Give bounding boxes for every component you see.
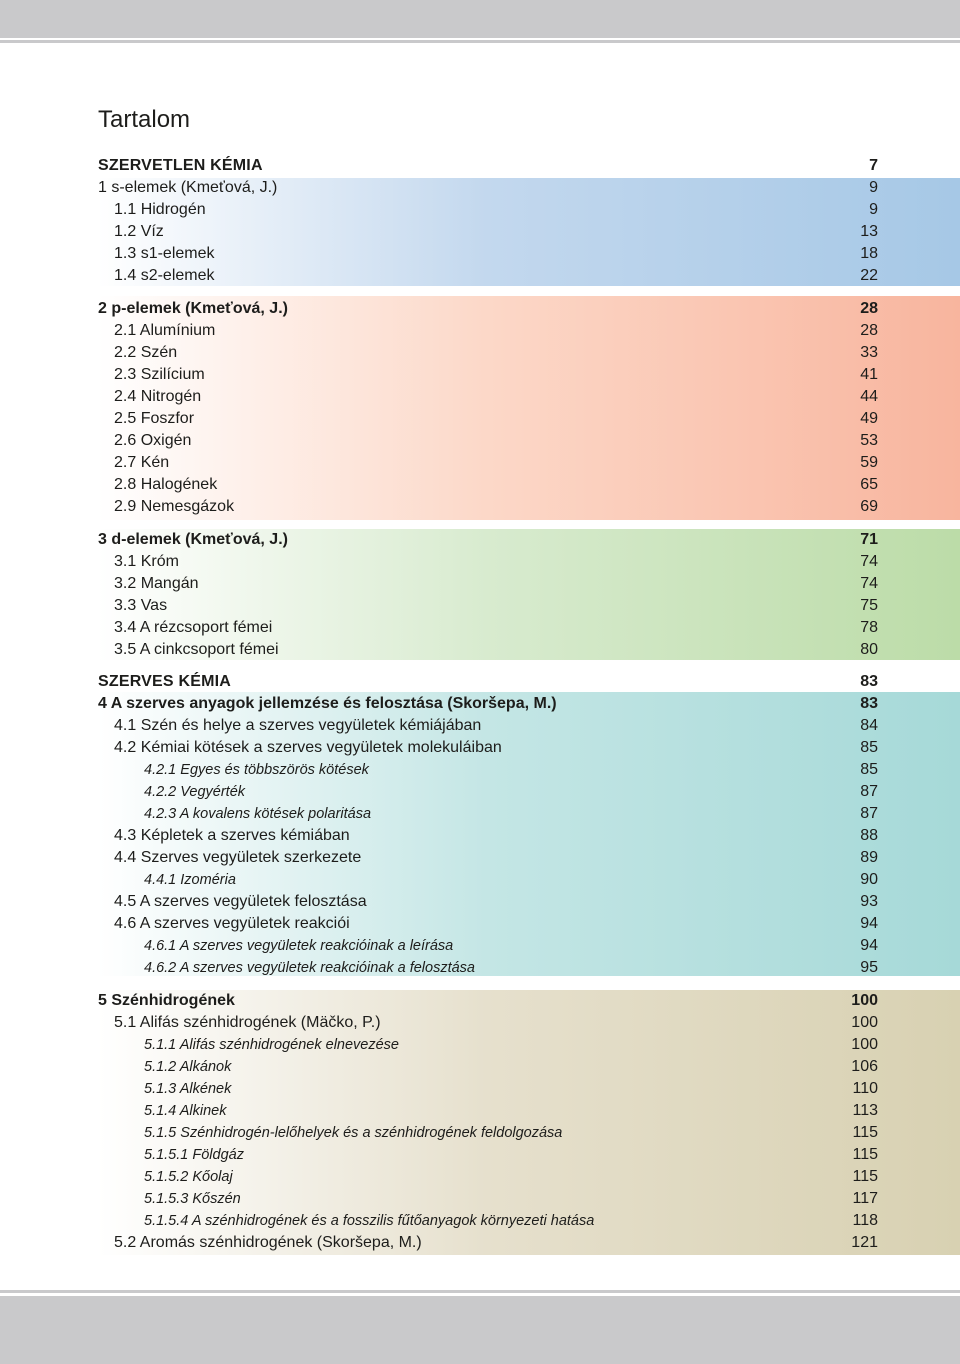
toc-chapter-5[interactable]: 5 Szénhidrogének 100	[98, 992, 878, 1009]
toc-part-inorganic[interactable]: SZERVETLEN KÉMIA 7	[98, 157, 878, 174]
toc-entry-2-1[interactable]: 2.1 Alumínium 28	[114, 322, 878, 339]
toc-entry-4-2-3[interactable]: 4.2.3 A kovalens kötések polaritása 87	[144, 805, 878, 822]
toc-chapter-4[interactable]: 4 A szerves anyagok jellemzése és felosztása (Skoršepa, M.) 83	[98, 695, 878, 712]
toc-entry-2-9[interactable]: 2.9 Nemesgázok 69	[114, 498, 878, 515]
toc-entry-2-2[interactable]: 2.2 Szén 33	[114, 344, 878, 361]
toc-entry-4-2-1[interactable]: 4.2.1 Egyes és többszörös kötések 85	[144, 761, 878, 778]
toc-chapter-3[interactable]: 3 d-elemek (Kmeťová, J.) 71	[98, 531, 878, 548]
toc-entry-1-3[interactable]: 1.3 s1-elemek 18	[114, 245, 878, 262]
toc-entry-5-1-2[interactable]: 5.1.2 Alkánok 106	[144, 1058, 878, 1075]
toc-entry-5-1-3[interactable]: 5.1.3 Alkének 110	[144, 1080, 878, 1097]
top-frame-bar	[0, 0, 960, 38]
toc-entry-4-6[interactable]: 4.6 A szerves vegyületek reakciói 94	[114, 915, 878, 932]
toc-entry-4-5[interactable]: 4.5 A szerves vegyületek felosztása 93	[114, 893, 878, 910]
toc-entry-3-3[interactable]: 3.3 Vas 75	[114, 597, 878, 614]
toc-entry-4-1[interactable]: 4.1 Szén és helye a szerves vegyületek kémiájában 84	[114, 717, 878, 734]
toc-entry-5-1-5-2[interactable]: 5.1.5.2 Kőolaj 115	[144, 1168, 878, 1185]
toc-entry-3-5[interactable]: 3.5 A cinkcsoport fémei 80	[114, 641, 878, 658]
toc-entry-2-3[interactable]: 2.3 Szilícium 41	[114, 366, 878, 383]
toc-chapter-2[interactable]: 2 p-elemek (Kmeťová, J.) 28	[98, 300, 878, 317]
toc-entry-5-1-5-1[interactable]: 5.1.5.1 Földgáz 115	[144, 1146, 878, 1163]
toc-entry-4-2[interactable]: 4.2 Kémiai kötések a szerves vegyületek molekuláiban 85	[114, 739, 878, 756]
toc-entry-5-1-5[interactable]: 5.1.5 Szénhidrogén-lelőhelyek és a szénhidrogének feldolgozása 115	[144, 1124, 878, 1141]
toc-part-organic[interactable]: SZERVES KÉMIA 83	[98, 673, 878, 690]
toc-entry-4-2-2[interactable]: 4.2.2 Vegyérték 87	[144, 783, 878, 800]
toc-entry-5-1-4[interactable]: 5.1.4 Alkinek 113	[144, 1102, 878, 1119]
bottom-frame-bar	[0, 1296, 960, 1364]
bottom-frame-line	[0, 1290, 960, 1293]
toc-entry-3-4[interactable]: 3.4 A rézcsoport fémei 78	[114, 619, 878, 636]
toc-entry-2-4[interactable]: 2.4 Nitrogén 44	[114, 388, 878, 405]
top-frame-line	[0, 40, 960, 43]
toc-entry-2-7[interactable]: 2.7 Kén 59	[114, 454, 878, 471]
toc-entry-4-4-1[interactable]: 4.4.1 Izoméria 90	[144, 871, 878, 888]
toc-entry-1-1[interactable]: 1.1 Hidrogén 9	[114, 201, 878, 218]
toc-entry-4-6-2[interactable]: 4.6.2 A szerves vegyületek reakcióinak a felosztása 95	[144, 959, 878, 976]
toc-entry-1-4[interactable]: 1.4 s2-elemek 22	[114, 267, 878, 284]
toc-entry-1-2[interactable]: 1.2 Víz 13	[114, 223, 878, 240]
toc-entry-5-1-1[interactable]: 5.1.1 Alifás szénhidrogének elnevezése 100	[144, 1036, 878, 1053]
toc-entry-5-1-5-4[interactable]: 5.1.5.4 A szénhidrogének és a fosszilis fűtőanyagok környezeti hatása 118	[144, 1212, 878, 1229]
toc-entry-5-2[interactable]: 5.2 Aromás szénhidrogének (Skoršepa, M.) 121	[114, 1234, 878, 1251]
toc-entry-3-1[interactable]: 3.1 Króm 74	[114, 553, 878, 570]
toc-entry-2-6[interactable]: 2.6 Oxigén 53	[114, 432, 878, 449]
toc-entry-5-1[interactable]: 5.1 Alifás szénhidrogének (Mäčko, P.) 100	[114, 1014, 878, 1031]
toc-entry-4-3[interactable]: 4.3 Képletek a szerves kémiában 88	[114, 827, 878, 844]
toc-entry-4-6-1[interactable]: 4.6.1 A szerves vegyületek reakcióinak a leírása 94	[144, 937, 878, 954]
toc-entry-2-5[interactable]: 2.5 Foszfor 49	[114, 410, 878, 427]
toc-entry-5-1-5-3[interactable]: 5.1.5.3 Kőszén 117	[144, 1190, 878, 1207]
toc-chapter-1[interactable]: 1 s-elemek (Kmeťová, J.) 9	[98, 179, 878, 196]
toc-entry-2-8[interactable]: 2.8 Halogének 65	[114, 476, 878, 493]
toc-entry-4-4[interactable]: 4.4 Szerves vegyületek szerkezete 89	[114, 849, 878, 866]
page-title: Tartalom	[98, 106, 191, 133]
toc-entry-3-2[interactable]: 3.2 Mangán 74	[114, 575, 878, 592]
